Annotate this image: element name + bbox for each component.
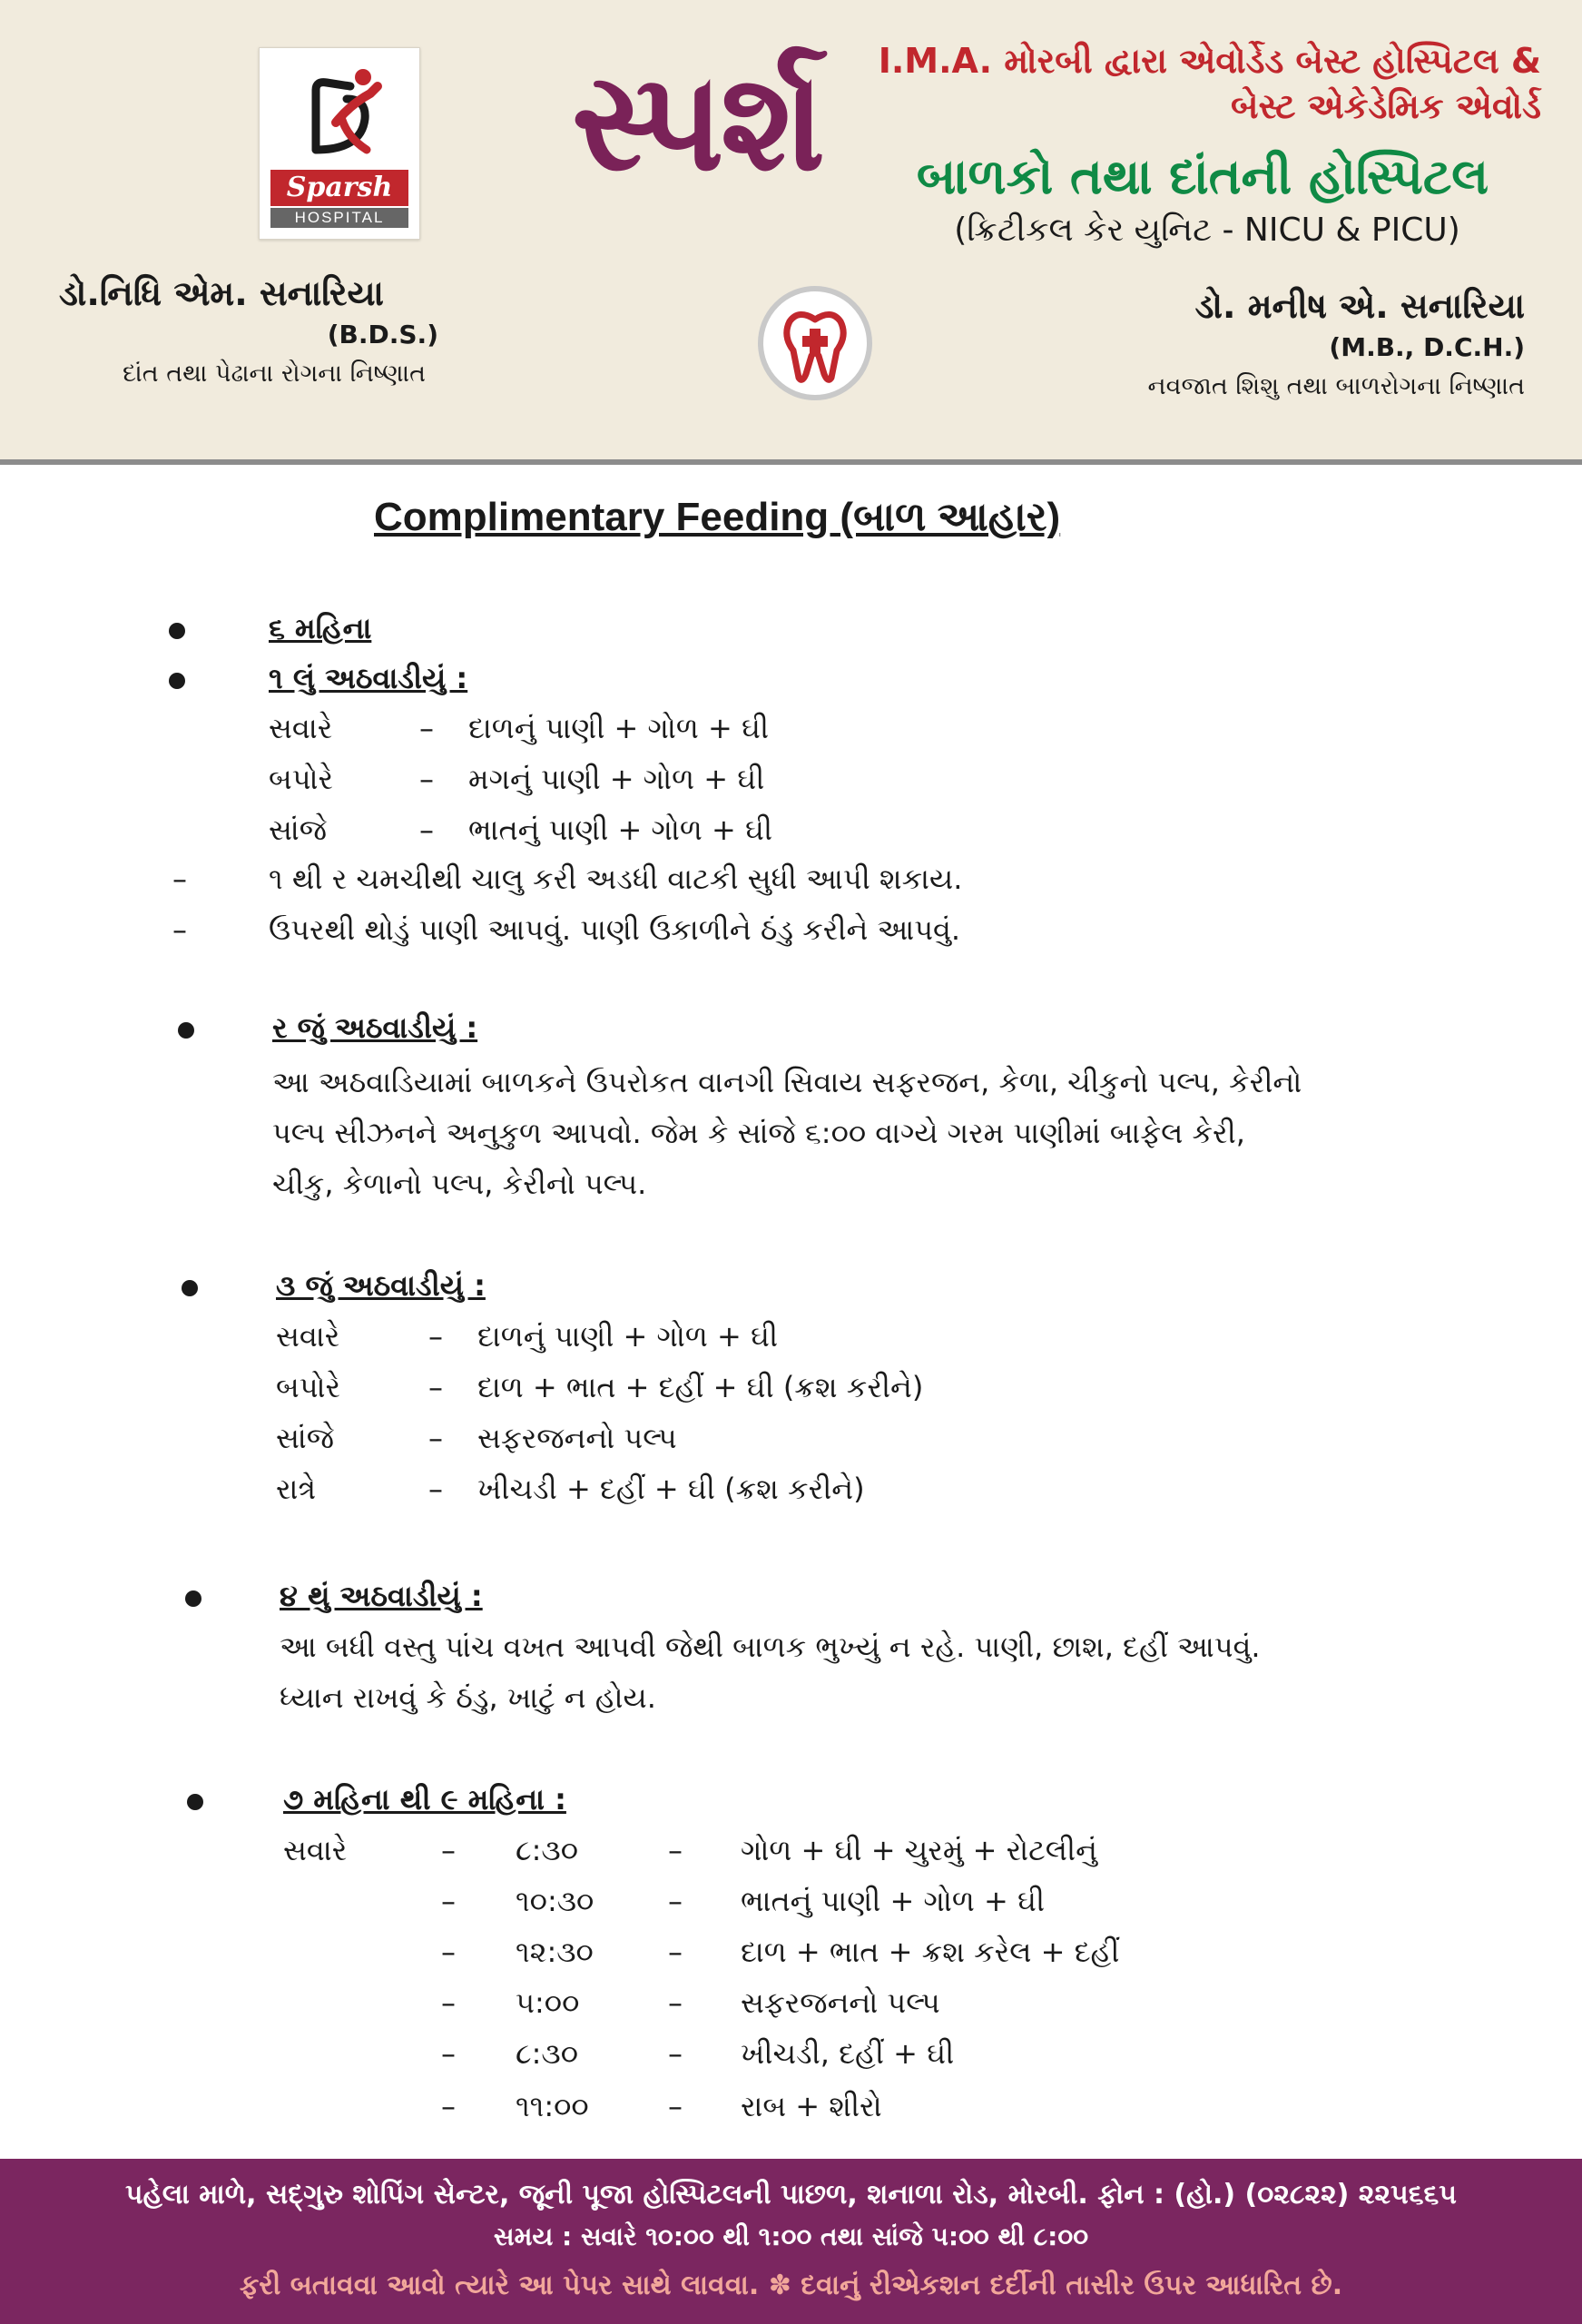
doctor-right-name: ડો. મનીષ એ. સનારિયા [1194,286,1525,326]
week1-row-food: ભાતનું પાણી + ગોળ + ઘી [468,812,773,847]
sparsh-hospital-logo [259,47,420,240]
doctor-left-specialty: દાંત તથા પેઢાના રોગના નિષ્ણાત [123,359,427,388]
week1-row-sep: – [419,762,434,796]
bullet-icon [169,673,185,689]
week3-row-sep: – [428,1472,443,1506]
week2-text-line: આ અઠવાડિયામાં બાળકને ઉપરોકત વાનગી સિવાય સફરજન, કેળા, ચીકુનો પલ્પ, કેરીનો [272,1065,1302,1099]
week3-row-sep: – [428,1370,443,1404]
month7-9-row-food: દાળ + ભાત + ક્રશ કરેલ + દહીં [741,1935,1120,1969]
footer-note: ફરી બતાવવા આવો ત્યારે આ પેપર સાથે લાવવા. ✽ દવાનું રીએકશન દર્દીની તાસીર ઉપર આધારિત છે. [239,2270,1343,2301]
week1-row-sep: – [419,711,434,745]
month7-9-row-time: ૮:૩૦ [516,2036,578,2071]
month7-9-row-sep: – [668,1985,683,2020]
week1-row-sep: – [419,812,434,847]
letterhead-header [0,0,1582,459]
week1-note: ૧ થી ર ચમચીથી ચાલુ કરી અડધી વાટકી સુધી આપી શકાય. [269,862,963,896]
bullet-icon [169,623,185,639]
month7-9-row-dash: – [441,1935,456,1969]
week4-heading: ૪ થું અઠવાડીયું : [280,1579,483,1613]
bullet-icon [187,1794,203,1810]
month7-9-row-dash: – [441,1985,456,2020]
month7-9-row-food: ખીચડી, દહીં + ઘી [741,2036,955,2071]
logo-subtext: HOSPITAL [270,208,408,228]
week1-row-time: બપોરે [269,762,334,796]
month7-9-row-time: ૧૧:૦૦ [516,2089,589,2123]
week3-row-food: દાળ + ભાત + દહીં + ઘી (ક્રશ કરીને) [477,1370,924,1404]
month7-9-label: સવારે [283,1833,348,1867]
header-divider [0,459,1582,465]
week2-text-line: પલ્પ સીઝનને અનુકુળ આપવો. જેમ કે સાંજે ૬:૦૦ વાગ્યે ગરમ પાણીમાં બાફેલ કેરી, [272,1116,1245,1150]
month7-9-row-sep: – [668,2036,683,2071]
note-dash: – [172,912,187,947]
brand-name: સ્પર્શ [572,44,822,202]
doctor-right [1089,283,1525,407]
month7-9-row-sep: – [668,1935,683,1969]
week3-row-sep: – [428,1421,443,1455]
bullet-icon [182,1280,198,1296]
month7-9-row-food: સફરજનનો પલ્પ [741,1985,940,2020]
week3-row-food: ખીચડી + દહીં + ઘી (ક્રશ કરીને) [477,1472,865,1506]
award-line-2: બેસ્ટ એકેડેમિક એવોર્ડ [1230,86,1541,126]
week3-row-food: સફરજનનો પલ્પ [477,1421,677,1455]
doctor-right-specialty: નવજાત શિશુ તથા બાળરોગના નિષ્ણાત [1147,372,1525,400]
award-line-1: I.M.A. મોરબી દ્વારા એવોર્ડેડ બેસ્ટ હોસ્પિટલ & [878,41,1541,81]
week4-text-line: ધ્યાન રાખવું કે ઠંડુ, ખાટું ન હોય. [280,1680,656,1715]
week1-row-food: દાળનું પાણી + ગોળ + ઘી [468,711,770,745]
month7-9-row-sep: – [668,1884,683,1918]
month7-9-row-food: રાબ + શીરો [741,2089,882,2123]
week2-text-line: ચીકુ, કેળાનો પલ્પ, કેરીનો પલ્પ. [272,1167,647,1201]
hospital-unit: (ક્રિટીકલ કેર યુનિટ - NICU & PICU) [954,212,1460,249]
month7-9-row-time: ૧૨:૩૦ [516,1935,594,1969]
doctor-left [59,271,449,394]
week1-row-time: સવારે [269,711,333,745]
month7-9-row-sep: – [668,2089,683,2123]
document-title: Complimentary Feeding (બાળ આહાર) [374,495,1061,539]
week3-heading: ૩ જું અઠવાડીયું : [276,1268,486,1303]
award-text [797,38,1541,129]
week3-row-food: દાળનું પાણી + ગોળ + ઘી [477,1319,779,1354]
week3-row-time: બપોરે [276,1370,341,1404]
month7-9-heading: ૭ મહિના થી ૯ મહિના : [283,1782,566,1817]
month7-9-row-dash: – [441,2089,456,2123]
footer-timing: સમય : સવારે ૧૦:૦૦ થી ૧:૦૦ તથા સાંજે ૫:૦૦ થી ૮:૦૦ [493,2221,1089,2251]
week1-heading: ૧ લું અઠવાડીયું : [269,661,468,695]
footer-address: પહેલા માળે, સદ્‌ગુરુ શોપિંગ સેન્ટર, જૂની પૂજા હોસ્પિટલની પાછળ, શનાળા રોડ, મોરબી. ફોન : (હો.) (૦૨૮૨૨) ૨૨૫૬૬૫ [124,2179,1458,2211]
month7-9-row-dash: – [441,1884,456,1918]
week3-row-sep: – [428,1319,443,1354]
doctor-left-name: ડો.નિધિ એમ. સનારિયા [59,273,384,313]
month7-9-row-time: ૧૦:૩૦ [516,1884,594,1918]
doctor-left-degree: (B.D.S.) [327,320,438,350]
logo-wordmark: Sparsh [270,170,408,206]
week3-row-time: સવારે [276,1319,340,1354]
month7-9-row-food: ગોળ + ઘી + ચુરમું + રોટલીનું [741,1833,1097,1867]
week2-heading: ર જું અઠવાડીયું : [272,1010,478,1045]
bullet-icon [185,1590,201,1607]
letterhead-footer [0,2159,1582,2324]
sparsh-figure-logo-icon [260,63,419,162]
month7-9-row-time: ૮:૩૦ [516,1833,578,1867]
note-dash: – [172,862,187,896]
week1-row-time: સાંજે [269,812,328,847]
week3-row-time: રાત્રે [276,1472,317,1506]
week1-note: ઉપરથી થોડું પાણી આપવું. પાણી ઉકાળીને ઠંડુ કરીને આપવું. [269,912,961,947]
six-month-heading: ૬ મહિના [269,611,372,645]
month7-9-row-time: ૫:૦૦ [516,1985,580,2020]
week1-row-food: મગનું પાણી + ગોળ + ઘી [468,762,765,796]
month7-9-row-dash: – [441,1833,456,1867]
week3-row-time: સાંજે [276,1421,335,1455]
month7-9-row-food: ભાતનું પાણી + ગોળ + ઘી [741,1884,1046,1918]
week4-text-line: આ બધી વસ્તુ પાંચ વખત આપવી જેથી બાળક ભુખ્યું ન રહે. પાણી, છાશ, દહીં આપવું. [280,1630,1261,1664]
doctor-right-degree: (M.B., D.C.H.) [1329,332,1525,362]
hospital-name: બાળકો તથા દાંતની હોસ્પિટલ [916,148,1489,205]
month7-9-row-sep: – [668,1833,683,1867]
tooth-cross-icon [755,283,875,403]
month7-9-row-dash: – [441,2036,456,2071]
bullet-icon [178,1022,194,1039]
